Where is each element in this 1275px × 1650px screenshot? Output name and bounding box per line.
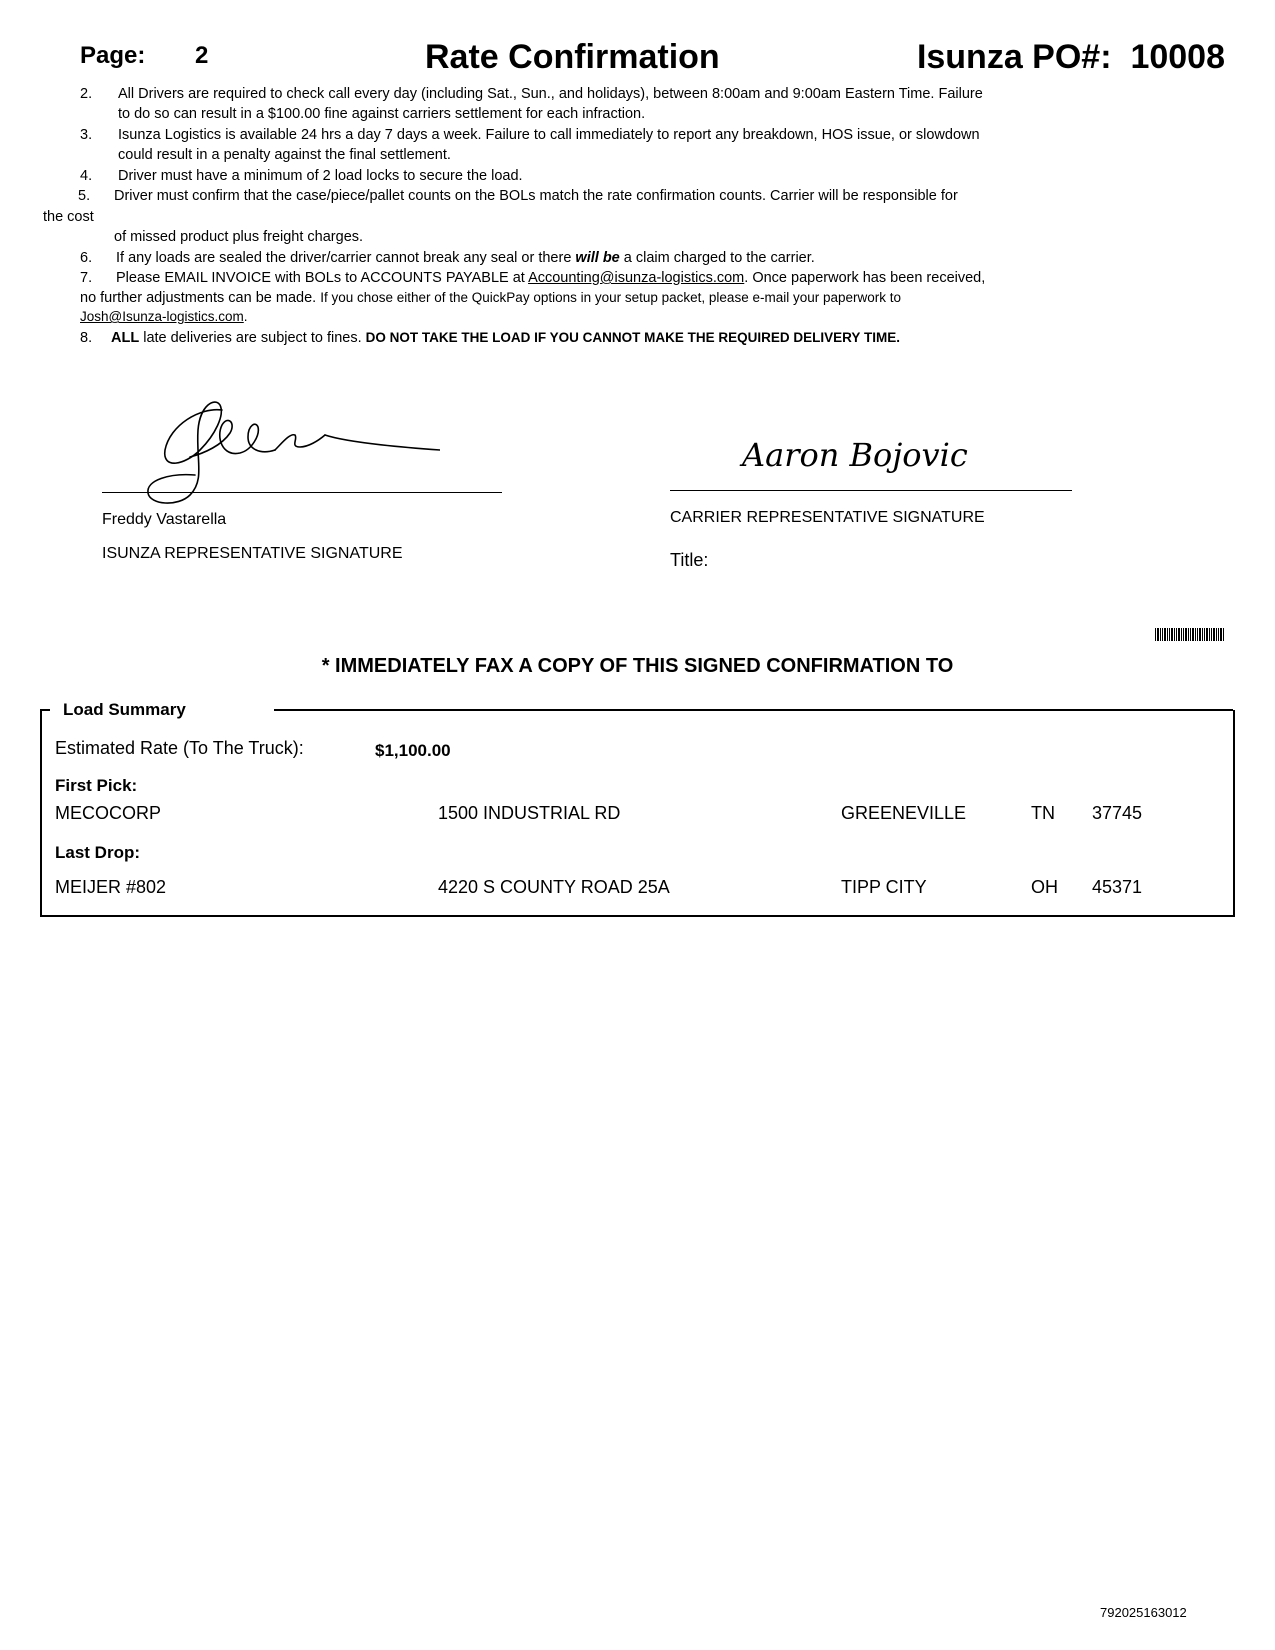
term-7-line2-a: no further adjustments can be made. (80, 290, 321, 306)
first-pick-address: 1500 INDUSTRIAL RD (438, 803, 621, 823)
term-4-line1: Driver must have a minimum of 2 load locks to secure the load. (118, 168, 523, 184)
term-7-line1 (116, 268, 985, 288)
term-8-bold-tail: DO NOT TAKE THE LOAD IF YOU CANNOT MAKE THE REQUIRED DELIVERY TIME. (365, 330, 900, 345)
josh-email-link[interactable]: Josh@Isunza-logistics.com (80, 309, 244, 324)
term-5-line2: the cost (43, 209, 94, 225)
term-2-line2: to do so can result in a $100.00 fine against carriers settlement for each infraction. (118, 106, 646, 122)
isunza-signature-label: ISUNZA REPRESENTATIVE SIGNATURE (102, 545, 403, 562)
term-8-bold-lead: ALL (111, 330, 140, 346)
first-pick-label: First Pick: (55, 776, 138, 795)
first-pick-state: TN (1031, 803, 1055, 823)
po-label: Isunza PO#: (916, 38, 1112, 76)
term-3-number: 3. (80, 127, 93, 143)
carrier-signature-label: CARRIER REPRESENTATIVE SIGNATURE (670, 509, 985, 526)
term-3-line1: Isunza Logistics is available 24 hrs a day 7 days a week. Failure to call immediately to report any breakdown, HOS issue, or slowdown (118, 127, 980, 143)
term-8-middle: late deliveries are subject to fines. (139, 330, 366, 346)
term-2-number: 2. (80, 86, 93, 102)
term-5-line1: Driver must confirm that the case/piece/pallet counts on the BOLs match the rate confirmation counts. Carrier will be responsible for (114, 188, 958, 204)
term-8-text (111, 328, 900, 348)
first-pick-city: GREENEVILLE (841, 803, 967, 823)
term-8-number: 8. (80, 330, 93, 346)
fax-notice: * IMMEDIATELY FAX A COPY OF THIS SIGNED CONFIRMATION TO (321, 655, 954, 677)
document-id: 792025163012 (1100, 1605, 1187, 1620)
document-title: Rate Confirmation (425, 38, 720, 76)
term-7-line2-b: If you chose either of the QuickPay options in your setup packet, please e-mail your paperwork to (320, 290, 902, 305)
carrier-signature-line (670, 490, 1072, 491)
term-7-line3-after: . (243, 309, 248, 324)
term-7-number: 7. (80, 270, 93, 286)
first-pick-zip: 37745 (1092, 803, 1143, 823)
po-number: 10008 (1130, 38, 1225, 76)
last-drop-address: 4220 S COUNTY ROAD 25A (438, 877, 670, 897)
first-pick-name: MECOCORP (55, 803, 162, 823)
isunza-signature-line (102, 492, 502, 493)
load-summary-title: Load Summary (63, 700, 186, 719)
term-6-emphasis: will be (575, 250, 620, 266)
title-label: Title: (670, 550, 709, 570)
term-2-line1: All Drivers are required to check call every day (including Sat., Sun., and holidays), between 8:00am and 9:00am Eastern Time. Failure (118, 86, 983, 102)
last-drop-zip: 45371 (1092, 877, 1143, 897)
last-drop-label: Last Drop: (55, 843, 140, 862)
page-number: 2 (195, 42, 209, 69)
term-5-line3: of missed product plus freight charges. (114, 229, 364, 245)
term-6-number: 6. (80, 250, 93, 266)
rate-label: Estimated Rate (To The Truck): (55, 738, 304, 758)
page-label: Page: (80, 42, 146, 69)
term-7-line2 (80, 288, 901, 308)
term-6-after: a claim charged to the carrier. (619, 250, 815, 266)
po-block (917, 38, 1225, 77)
term-7-line3 (80, 307, 248, 327)
carrier-signature: Aaron Bojovic (742, 436, 968, 474)
last-drop-name: MEIJER #802 (55, 877, 167, 897)
term-3-line2: could result in a penalty against the final settlement. (118, 147, 451, 163)
last-drop-city: TIPP CITY (841, 877, 927, 897)
term-7-line1-after: . Once paperwork has been received, (744, 270, 986, 286)
accounting-email-link[interactable]: Accounting@isunza-logistics.com (528, 270, 745, 286)
term-6-text (116, 248, 815, 268)
rate-value: $1,100.00 (375, 741, 451, 760)
isunza-representative-name: Freddy Vastarella (102, 511, 227, 528)
term-7-line1-before: Please EMAIL INVOICE with BOLs to ACCOUNTS PAYABLE at (116, 270, 529, 286)
term-6-before: If any loads are sealed the driver/carrier cannot break any seal or there (116, 250, 576, 266)
term-5-number: 5. (78, 188, 91, 204)
isunza-signature-image (130, 395, 440, 515)
barcode-image (1155, 628, 1225, 641)
term-4-number: 4. (80, 168, 93, 184)
last-drop-state: OH (1031, 877, 1058, 897)
